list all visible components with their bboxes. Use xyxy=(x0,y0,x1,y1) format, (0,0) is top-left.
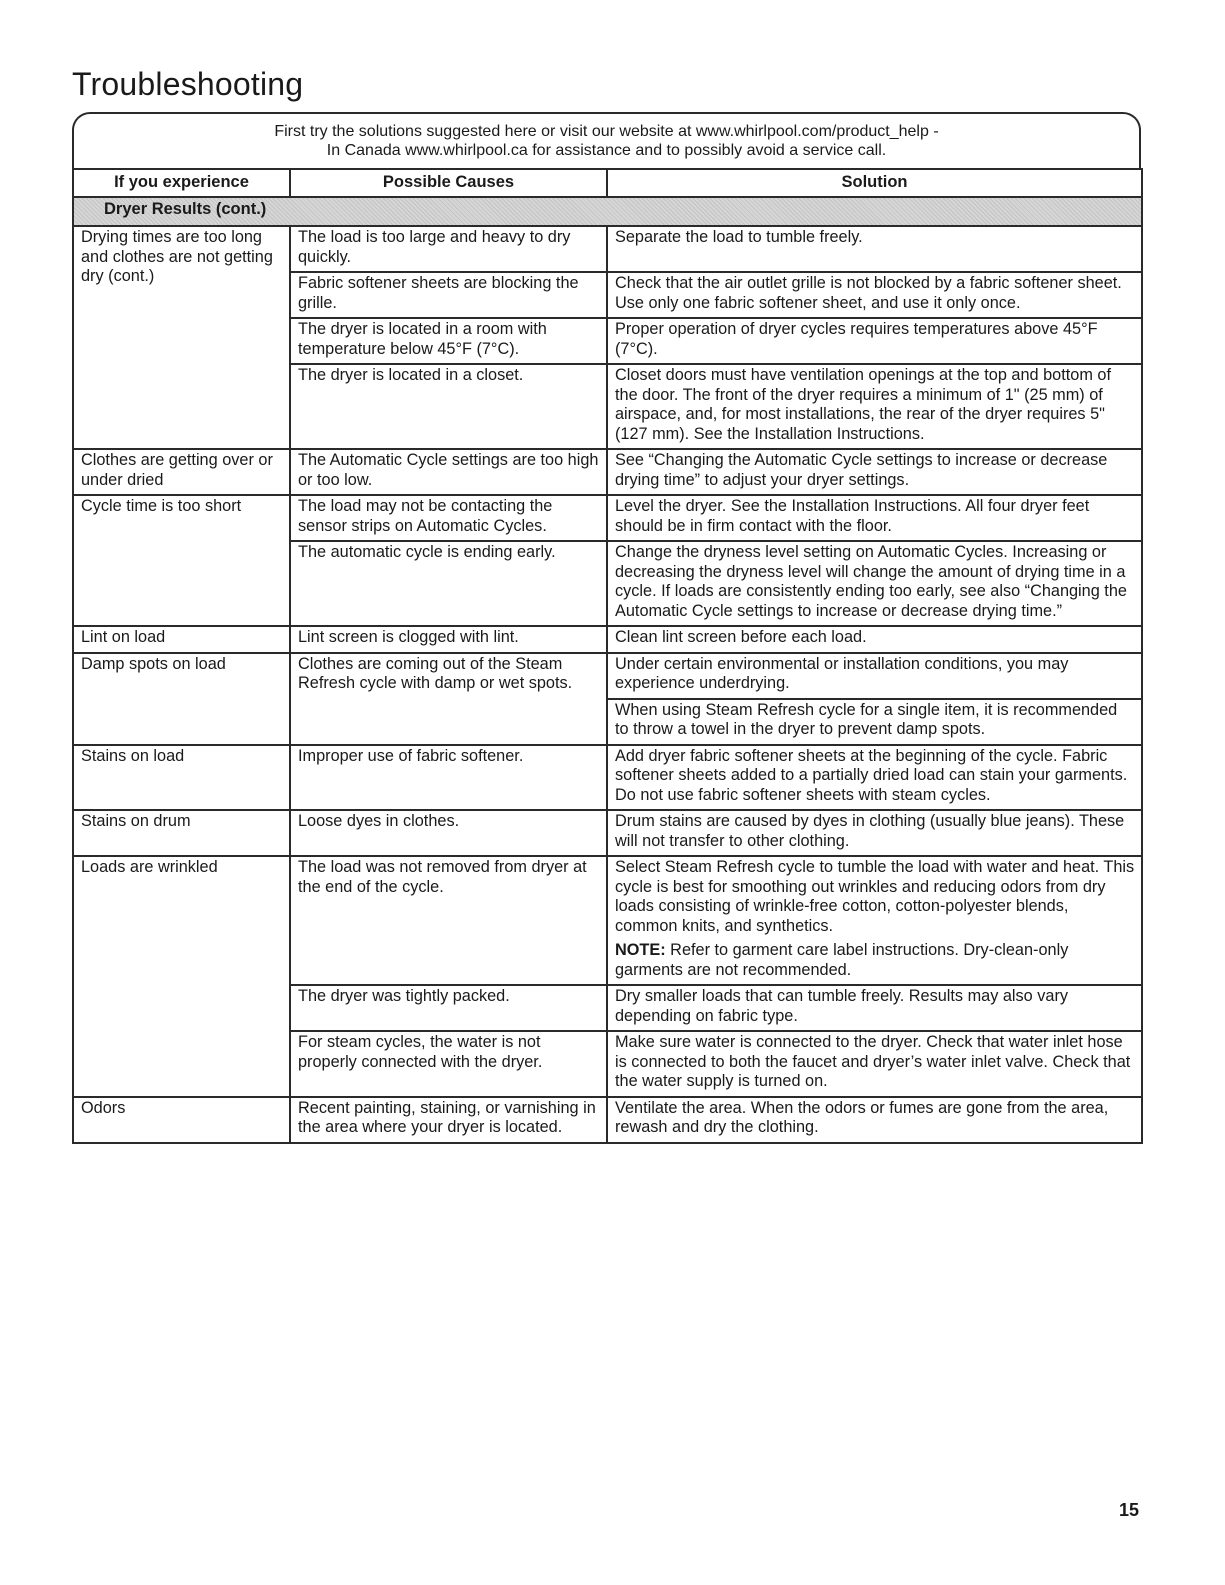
solution-note xyxy=(615,941,1135,980)
solution-cell: Level the dryer. See the Installation Instructions. All four dryer feet should be in firm contact with the floor. xyxy=(607,495,1142,541)
solution-cell: See “Changing the Automatic Cycle settings to increase or decrease drying time” to adjust your dryer settings. xyxy=(607,449,1142,495)
cause-cell: The Automatic Cycle settings are too high or too low. xyxy=(290,449,607,495)
solution-cell: Add dryer fabric softener sheets at the beginning of the cycle. Fabric softener sheets added to a partially dried load can stain your garments. Do not use fabric softener sheets with steam cycles. xyxy=(607,745,1142,811)
solution-cell: Dry smaller loads that can tumble freely. Results may also vary depending on fabric type. xyxy=(607,985,1142,1031)
solution-cell: Separate the load to tumble freely. xyxy=(607,226,1142,272)
table-row xyxy=(73,810,1142,856)
solution-cell: Ventilate the area. When the odors or fumes are gone from the area, rewash and dry the clothing. xyxy=(607,1097,1142,1143)
intro-line-1: First try the solutions suggested here or visit our website at www.whirlpool.com/product_help - xyxy=(274,123,939,140)
solution-text: Select Steam Refresh cycle to tumble the load with water and heat. This cycle is best for smoothing out wrinkles and reducing odors from dry loads consisting of wrinkle-free cotton, cotton-polyester blends, common knits, and synthetics. xyxy=(615,858,1135,935)
note-text: Refer to garment care label instructions. Dry-clean-only garments are not recommended. xyxy=(615,941,1069,979)
intro-box xyxy=(72,112,1141,168)
cause-cell: The load may not be contacting the sensor strips on Automatic Cycles. xyxy=(290,495,607,541)
cause-cell: Fabric softener sheets are blocking the grille. xyxy=(290,272,607,318)
table-row xyxy=(73,745,1142,811)
table-row xyxy=(73,226,1142,272)
table-row xyxy=(73,495,1142,541)
experience-cell: Odors xyxy=(73,1097,290,1143)
cause-cell: The dryer is located in a room with temperature below 45°F (7°C). xyxy=(290,318,607,364)
solution-cell: Change the dryness level setting on Automatic Cycles. Increasing or decreasing the dryness level will change the amount of drying time in a cycle. If loads are consistently ending too early, see also “Changing the Automatic Cycle settings to increase or decrease drying time.” xyxy=(607,541,1142,626)
solution-cell: Make sure water is connected to the dryer. Check that water inlet hose is connected to both the faucet and dryer’s water inlet valve. Check that the water supply is turned on. xyxy=(607,1031,1142,1097)
experience-cell: Lint on load xyxy=(73,626,290,653)
section-row xyxy=(73,197,1142,226)
page-number: 15 xyxy=(1119,1500,1140,1520)
solution-cell: Clean lint screen before each load. xyxy=(607,626,1142,653)
table-row xyxy=(73,449,1142,495)
page-title: Troubleshooting xyxy=(72,66,304,102)
header-experience: If you experience xyxy=(73,169,290,197)
cause-cell: The dryer is located in a closet. xyxy=(290,364,607,449)
section-title: Dryer Results (cont.) xyxy=(73,197,1142,226)
table-row xyxy=(73,856,1142,985)
experience-cell: Drying times are too long and clothes are not getting dry (cont.) xyxy=(73,226,290,449)
experience-cell: Loads are wrinkled xyxy=(73,856,290,1097)
table-row xyxy=(73,653,1142,699)
cause-cell: For steam cycles, the water is not properly connected with the dryer. xyxy=(290,1031,607,1097)
experience-cell: Stains on load xyxy=(73,745,290,811)
table-row xyxy=(73,626,1142,653)
cause-cell: The automatic cycle is ending early. xyxy=(290,541,607,626)
note-label: NOTE: xyxy=(615,941,666,959)
experience-cell: Clothes are getting over or under dried xyxy=(73,449,290,495)
table-header-row xyxy=(73,169,1142,197)
experience-cell: Cycle time is too short xyxy=(73,495,290,626)
header-causes: Possible Causes xyxy=(290,169,607,197)
cause-cell: The load was not removed from dryer at the end of the cycle. xyxy=(290,856,607,985)
solution-cell: Drum stains are caused by dyes in clothing (usually blue jeans). These will not transfer to other clothing. xyxy=(607,810,1142,856)
table-row xyxy=(73,1097,1142,1143)
solution-cell: Check that the air outlet grille is not blocked by a fabric softener sheet. Use only one fabric softener sheet, and use it only once. xyxy=(607,272,1142,318)
header-solution: Solution xyxy=(607,169,1142,197)
cause-cell: Lint screen is clogged with lint. xyxy=(290,626,607,653)
solution-cell: Proper operation of dryer cycles requires temperatures above 45°F (7°C). xyxy=(607,318,1142,364)
troubleshooting-table xyxy=(72,168,1143,1144)
solution-cell: Under certain environmental or installation conditions, you may experience underdrying. xyxy=(607,653,1142,699)
cause-cell: Improper use of fabric softener. xyxy=(290,745,607,811)
cause-cell: Recent painting, staining, or varnishing in the area where your dryer is located. xyxy=(290,1097,607,1143)
solution-cell xyxy=(607,856,1142,985)
experience-cell: Stains on drum xyxy=(73,810,290,856)
cause-cell: The load is too large and heavy to dry quickly. xyxy=(290,226,607,272)
solution-cell: Closet doors must have ventilation openings at the top and bottom of the door. The front of the dryer requires a minimum of 1" (25 mm) of airspace, and, for most installations, the rear of the dryer requires 5" (127 mm). See the Installation Instructions. xyxy=(607,364,1142,449)
intro-line-2: In Canada www.whirlpool.ca for assistance and to possibly avoid a service call. xyxy=(326,142,887,159)
experience-cell: Damp spots on load xyxy=(73,653,290,745)
solution-cell: When using Steam Refresh cycle for a single item, it is recommended to throw a towel in the dryer to prevent damp spots. xyxy=(607,699,1142,745)
cause-cell: The dryer was tightly packed. xyxy=(290,985,607,1031)
cause-cell: Loose dyes in clothes. xyxy=(290,810,607,856)
cause-cell: Clothes are coming out of the Steam Refresh cycle with damp or wet spots. xyxy=(290,653,607,745)
